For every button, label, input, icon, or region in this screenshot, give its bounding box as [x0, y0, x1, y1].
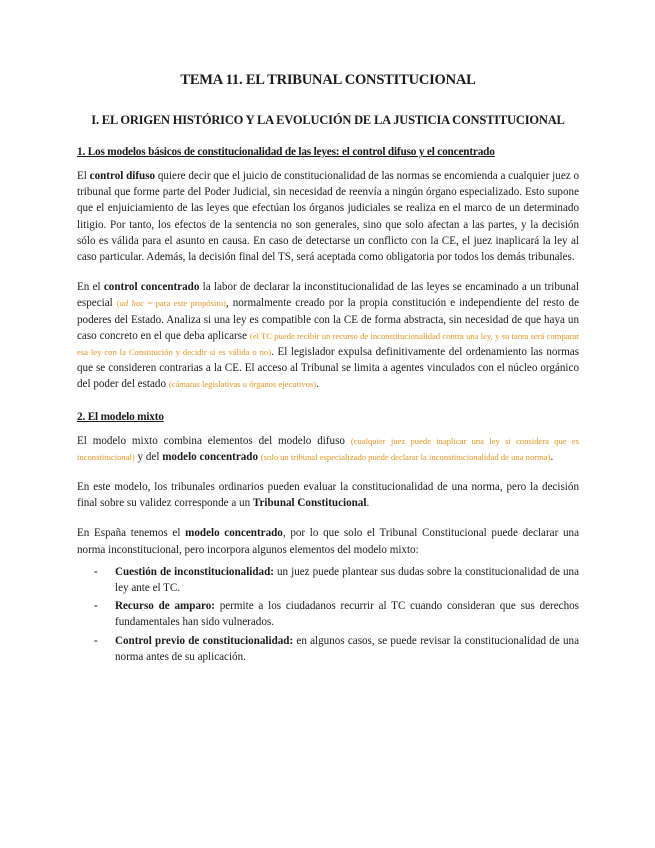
subsection-1-heading: 1. Los modelos básicos de constitucionalidad de las leyes: el control difuso y el concentrado — [77, 146, 495, 158]
paragraph-control-concentrado: En el control concentrado la labor de declarar la inconstitucionalidad de las leyes se encaminado a un tribunal especial (ad hoc = para este propósito), normalmente creado por la propia constitución e independiente del resto de poderes del Estado. Analiza si una ley es compatible con la CE de forma abstracta, sin necesidad de que haya un caso concreto en el que deba aplicarse (el TC puede recibir un recurso de inconstitucionalidad contra una ley, y su tarea será comparar esa ley con la Constitución y decidir si es válida o no). El legislador expulsa definitivamente del ordenamiento las normas que se consideren contrarias a la CE. El acceso al Tribunal se limita a agentes vinculados con el núcleo orgánico del poder del estado (cámaras legislativas u órganos ejecutivos). — [77, 281, 580, 391]
term-modelo-concentrado-es: modelo concentrado — [185, 527, 283, 540]
dash-marker: - — [94, 565, 98, 578]
term-control-concentrado: control concentrado — [103, 281, 200, 294]
paragraph-control-difuso: El control difuso quiere decir que el juicio de constitucionalidad de las normas se encomienda a cualquier juez o tribunal que forme parte del Poder Judicial, sin necesidad de reenvía a ningún órgano especializado. Esto supone que el enjuiciamiento de las leyes que efectúan los órganos judiciales se realiza en el marco de un determinado litigio. Por tanto, los efectos de la sentencia no son generales, sino que solo afectan a las partes, y la decisión sólo es válida para el asunto en causa. En caso de detectarse un conflicto con la CE, el juez inaplicará la ley al caso particular. Además, la decisión final del TS, será aceptada como obligatoria por todos los demás tribunales. — [77, 170, 579, 264]
annotation-agentes: (cámaras legislativas u órganos ejecutivos) — [168, 379, 317, 390]
list-item: - Control previo de constitucionalidad: en algunos casos, se puede revisar la constitucionalidad de una norma antes de su aplicación. — [94, 634, 579, 663]
subsection-2-heading: 2. El modelo mixto — [77, 410, 164, 423]
section-heading: I. EL ORIGEN HISTÓRICO Y LA EVOLUCIÓN DE LA JUSTICIA CONSTITUCIONAL — [91, 113, 565, 127]
list-item: - Recurso de amparo: permite a los ciudadanos recurrir al TC cuando consideran que sus derechos fundamentales han sido vulnerados. — [94, 600, 579, 629]
annotation-difuso: (cualquier juez puede inaplicar una ley si considera que es inconstitucional) — [77, 435, 579, 462]
annotation-ad-hoc: (ad hoc = para este propósito) — [116, 298, 226, 309]
dash-marker: - — [94, 634, 98, 647]
page-title: TEMA 11. EL TRIBUNAL CONSTITUCIONAL — [180, 72, 476, 88]
mixed-model-elements-list — [77, 564, 579, 665]
annotation-recurso: (el TC puede recibir un recurso de inconstitucionalidad contra una ley, y su tarea será comparar esa ley con la Constitución y decidir si es válida o no) — [77, 330, 580, 358]
paragraph-modelo-mixto: El modelo mixto combina elementos del modelo difuso (cualquier juez puede inaplicar una ley si considera que es inconstitucional) y del modelo concentrado (solo un tribunal especializado puede declarar la inconstitucionalidad de una norma). — [77, 434, 579, 463]
term-control-difuso: control difuso — [89, 170, 156, 182]
paragraph-tribunales-ordinarios: En este modelo, los tribunales ordinarios pueden evaluar la constitucionalidad de una norma, pero la decisión final sobre su validez corresponde a un Tribunal Constitucional. — [77, 481, 579, 510]
annotation-concentrado: (solo un tribunal especializado puede declarar la inconstitucionalidad de una norma) — [260, 451, 551, 462]
paragraph-espana: En España tenemos el modelo concentrado, por lo que solo el Tribunal Constitucional puede declarar una norma inconstitucional, pero incorpora algunos elementos del modelo mixto: — [77, 527, 580, 556]
term-tribunal-constitucional: Tribunal Constitucional — [252, 497, 367, 510]
term-modelo-concentrado: modelo concentrado — [162, 450, 259, 463]
dash-marker: - — [94, 600, 98, 613]
document-page — [77, 72, 579, 667]
list-item: - Cuestión de inconstitucionalidad: un juez puede plantear sus dudas sobre la constitucionalidad de una ley ante el TC. — [94, 565, 580, 595]
